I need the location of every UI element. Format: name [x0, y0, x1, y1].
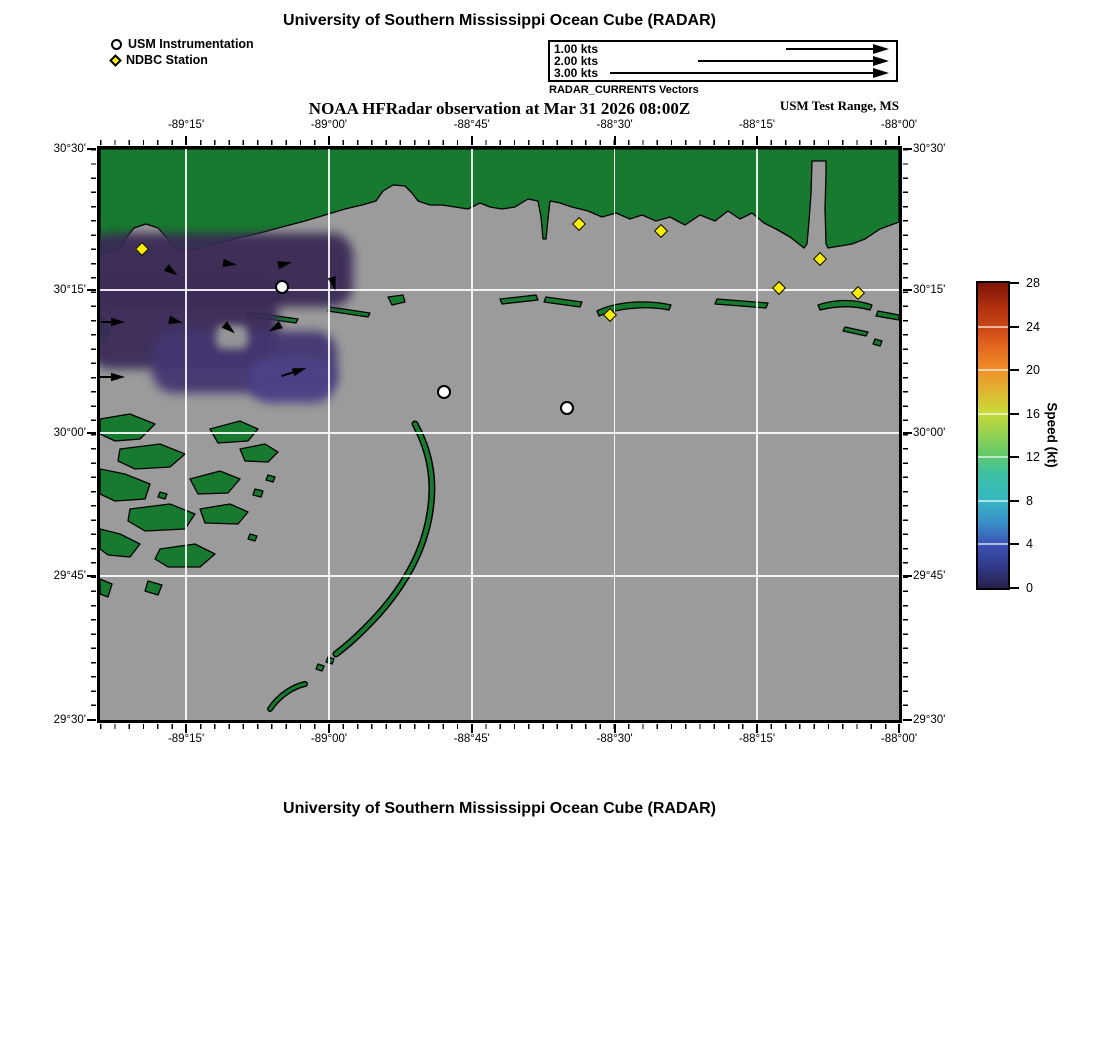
colorbar-gridline — [978, 369, 1008, 371]
major-tick — [756, 136, 758, 145]
major-tick — [87, 148, 96, 150]
major-tick — [903, 148, 912, 150]
y-axis-label: 30°30' — [53, 143, 86, 155]
colorbar-gridline — [978, 413, 1008, 415]
arrow-tail — [101, 321, 113, 323]
colorbar-tick-label: 4 — [1026, 537, 1033, 552]
gridline-vertical — [185, 149, 187, 720]
y-axis-label: 30°15' — [913, 283, 946, 296]
legend-item-usm — [111, 36, 254, 52]
arrow-tail — [281, 371, 295, 377]
colorbar-tick-label: 16 — [1026, 406, 1040, 421]
vector-scale-label: 2.00 kts — [554, 54, 599, 68]
x-axis-label: -88°00' — [880, 733, 918, 745]
y-axis-label: 30°00' — [53, 427, 86, 439]
x-axis-label: -89°00' — [310, 733, 348, 745]
figure-title-bottom: University of Southern Mississippi Ocean Cube (RADAR) — [283, 800, 716, 817]
vector-scale-line — [610, 72, 874, 74]
colorbar-tick — [1010, 369, 1019, 371]
major-tick — [898, 136, 900, 145]
vector-scale-line — [786, 48, 874, 50]
vector-arrowhead-icon — [873, 44, 889, 54]
x-axis-label: -88°30' — [596, 119, 633, 131]
x-axis-label: -88°30' — [596, 733, 633, 745]
legend-label-usm: USM Instrumentation — [128, 37, 254, 51]
vector-scale-label: 3.00 kts — [554, 66, 599, 80]
current-vector-arrow-icon — [99, 372, 125, 382]
arrowhead — [111, 317, 125, 327]
vector-scale-line — [698, 60, 874, 62]
gridline-vertical — [328, 149, 330, 720]
colorbar-gridline — [978, 543, 1008, 545]
x-axis-label: -89°15' — [167, 119, 205, 131]
axis-ticks-bottom — [100, 724, 899, 729]
colorbar-label: Speed (kt) — [1044, 402, 1060, 468]
major-tick — [903, 719, 912, 721]
vector-scale-caption: RADAR_CURRENTS Vectors — [549, 84, 699, 96]
colorbar-tick — [1010, 543, 1019, 545]
usm-instrument-marker — [560, 401, 574, 415]
colorbar-tick-label: 8 — [1026, 493, 1033, 508]
figure-title-top: University of Southern Mississippi Ocean Cube (RADAR) — [283, 12, 716, 29]
x-axis-label: -88°00' — [880, 119, 918, 131]
axis-ticks-right — [903, 149, 908, 720]
colorbar-tick — [1010, 413, 1019, 415]
major-tick — [87, 575, 96, 577]
vector-scale-label: 1.00 kts — [554, 42, 599, 56]
current-vector-arrow-icon — [99, 317, 125, 327]
legend-label-ndbc: NDBC Station — [126, 53, 208, 67]
x-axis-label: -88°45' — [453, 733, 490, 745]
major-tick — [903, 432, 912, 434]
major-tick — [898, 724, 900, 733]
radar-current-field — [100, 149, 899, 720]
major-tick — [328, 136, 330, 145]
major-tick — [87, 432, 96, 434]
axis-ticks-left — [91, 149, 96, 720]
y-axis-label: 30°00' — [913, 427, 946, 439]
colorbar-tick — [1010, 587, 1019, 589]
y-axis-label: 29°45' — [913, 569, 946, 582]
x-axis-label: -88°15' — [738, 733, 776, 745]
arrowhead — [222, 258, 237, 270]
gridline-vertical — [614, 149, 616, 720]
map — [53, 119, 946, 745]
colorbar-tick — [1010, 282, 1019, 284]
gridline-vertical — [471, 149, 473, 720]
y-axis-label: 29°30' — [913, 714, 946, 726]
colorbar-tick-label: 0 — [1026, 581, 1033, 595]
major-tick — [185, 724, 187, 733]
major-tick — [471, 724, 473, 733]
colorbar-gridline — [978, 500, 1008, 502]
colorbar-tick-label: 12 — [1026, 450, 1040, 465]
usm-instrument-marker — [437, 385, 451, 399]
x-axis-label: -88°15' — [738, 119, 776, 131]
gridline-horizontal — [100, 575, 899, 577]
legend-item-ndbc — [111, 52, 254, 68]
y-axis-label: 29°45' — [53, 569, 86, 582]
colorbar-tick — [1010, 326, 1019, 328]
major-tick — [185, 136, 187, 145]
observation-subtitle: NOAA HFRadar observation at Mar 31 2026 08:00Z — [308, 99, 691, 118]
region-label: USM Test Range, MS — [779, 98, 899, 113]
major-tick — [87, 719, 96, 721]
y-axis-label: 30°30' — [913, 143, 946, 155]
usm-circle-icon — [111, 39, 122, 50]
arrowhead — [111, 372, 125, 382]
x-axis-label: -88°45' — [453, 119, 490, 131]
colorbar-tick — [1010, 500, 1019, 502]
x-axis-label: -89°15' — [167, 733, 205, 745]
colorbar-tick — [1010, 456, 1019, 458]
y-axis-label: 30°15' — [53, 283, 86, 296]
vector-scale-row — [553, 67, 893, 79]
x-axis-label: -89°00' — [310, 119, 348, 131]
vector-scale-row — [553, 55, 893, 67]
colorbar-tick-label: 24 — [1026, 319, 1040, 334]
major-tick — [903, 575, 912, 577]
axis-ticks-top — [100, 140, 899, 145]
gridline-horizontal — [100, 432, 899, 434]
usm-instrument-marker — [275, 280, 289, 294]
major-tick — [87, 289, 96, 291]
map-legend — [111, 36, 254, 68]
vector-scale-box — [548, 40, 898, 82]
major-tick — [614, 136, 616, 145]
major-tick — [903, 289, 912, 291]
y-axis-label: 29°30' — [53, 714, 86, 726]
colorbar-gridline — [978, 456, 1008, 458]
colorbar-gridline — [978, 326, 1008, 328]
colorbar-tick-label: 28 — [1026, 276, 1040, 290]
major-tick — [328, 724, 330, 733]
vector-arrowhead-icon — [873, 68, 889, 78]
ndbc-diamond-icon — [109, 54, 122, 67]
vector-arrowhead-icon — [873, 56, 889, 66]
major-tick — [756, 724, 758, 733]
colorbar-tick-label: 20 — [1026, 363, 1040, 378]
speed-colorbar — [978, 276, 1040, 595]
arrow-tail — [99, 376, 113, 378]
major-tick — [471, 136, 473, 145]
major-tick — [614, 724, 616, 733]
gridline-vertical — [756, 149, 758, 720]
vector-scale-row — [553, 43, 893, 55]
